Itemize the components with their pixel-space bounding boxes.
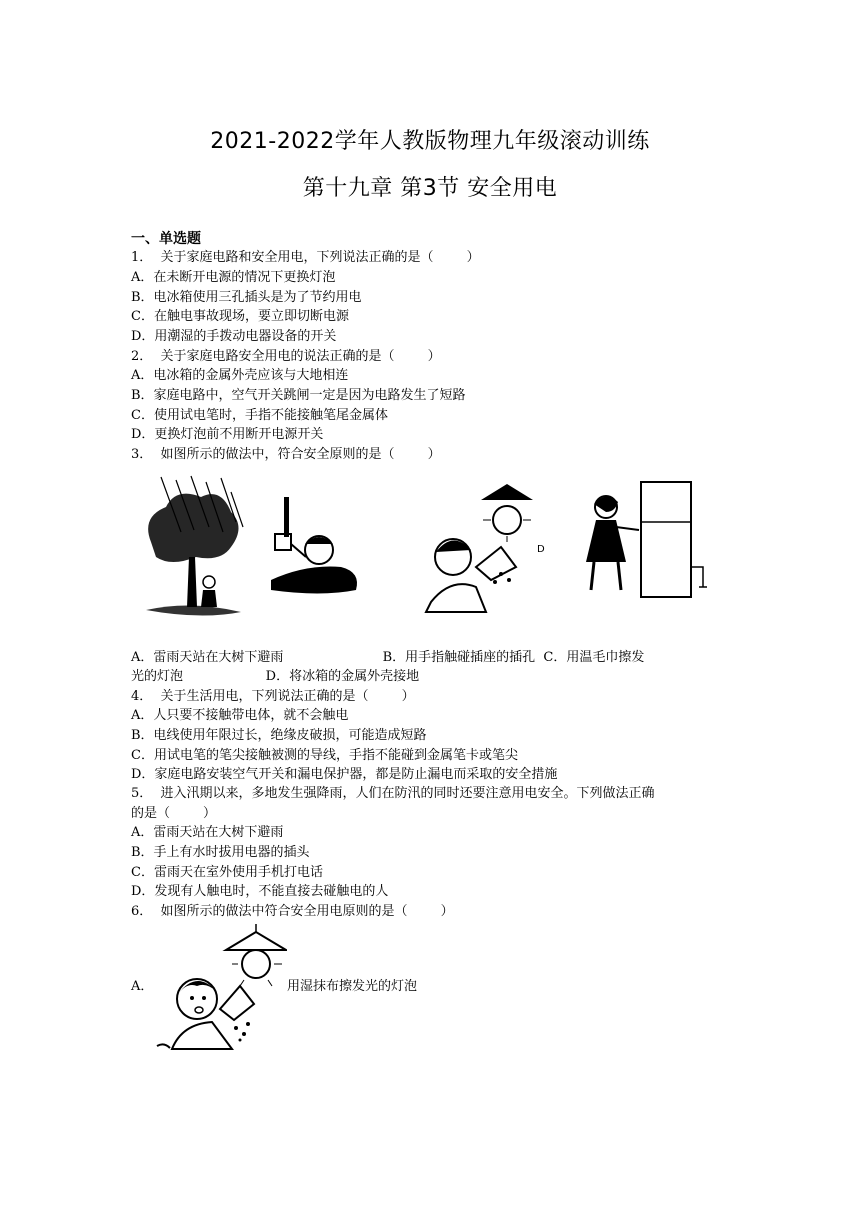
q2-option-b: B．家庭电路中，空气开关跳闸一定是因为电路发生了短路 [131,388,466,403]
q1-option-c: C．在触电事故现场，要立即切断电源 [131,309,349,324]
tree-in-rain-illustration [146,476,243,616]
q2-option-a: A．电冰箱的金属外壳应该与大地相连 [131,368,349,383]
q4-option-b: B．电线使用年限过长，绝缘皮破损，可能造成短路 [131,728,427,743]
bulb-label-d: D [537,544,545,555]
q6-option-text: 用湿抹布擦发光的灯泡 [287,979,418,994]
q1-option-d: D．用潮湿的手拨动电器设备的开关 [131,329,337,344]
q4-option-d: D．家庭电路安装空气开关和漏电保护器，都是防止漏电而采取的安全措施 [131,767,558,782]
q5-option-c: C．雷雨天在室外使用手机打电话 [131,865,323,880]
q2-option-d: D．更换灯泡前不用断开电源开关 [131,427,324,442]
q2-option-c: C．使用试电笔时，手指不能接触笔尾金属体 [131,408,388,423]
q5-option-b: B．手上有水时拔用电器的插头 [131,845,310,860]
q1-option-b: B．电冰箱使用三孔插头是为了节约用电 [131,290,362,305]
q3-stem: 3． 如图所示的做法中，符合安全原则的是（ ） [131,447,441,462]
q3-figure-row [131,472,731,627]
document-title: 2021-2022学年人教版物理九年级滚动训练 [210,129,650,154]
wiping-lamp-illustration [426,484,545,612]
q3-options-line2: 光的灯泡 D．将冰箱的金属外壳接地 [131,669,420,684]
q5-option-d: D．发现有人触电时，不能直接去碰触电的人 [131,884,389,899]
fridge-grounding-illustration [586,482,707,597]
q4-option-c: C．用试电笔的笔尖接触被测的导线，手指不能碰到金属笔卡或笔尖 [131,748,518,763]
q3-options-line1: A．雷雨天站在大树下避雨 B．用手指触碰插座的插孔 C．用温毛巾擦发 [131,650,645,665]
q6-stem: 6． 如图所示的做法中符合安全用电原则的是（ ） [131,904,454,919]
finger-in-socket-illustration [271,497,357,594]
q6-option-letter: A． [131,979,154,994]
q1-stem: 1． 关于家庭电路和安全用电，下列说法正确的是（ ） [131,250,480,265]
q1-option-a: A．在未断开电源的情况下更换灯泡 [131,270,336,285]
q5-stem: 5． 进入汛期以来，多地发生强降雨，人们在防汛的同时还要注意用电安全。下列做法正确 [131,786,655,801]
q5-option-a: A．雷雨天站在大树下避雨 [131,825,284,840]
wet-cloth-bulb-illustration [157,924,286,1049]
q2-stem: 2． 关于家庭电路安全用电的说法正确的是（ ） [131,349,441,364]
q5-stem-cont: 的是（ ） [131,806,217,821]
q4-option-a: A．人只要不接触带电体，就不会触电 [131,708,349,723]
document-subtitle: 第十九章 第3节 安全用电 [302,176,558,201]
section-heading: 一、单选题 [131,231,201,247]
q4-stem: 4． 关于生活用电，下列说法正确的是（ ） [131,689,415,704]
q6-figure [152,924,287,1052]
